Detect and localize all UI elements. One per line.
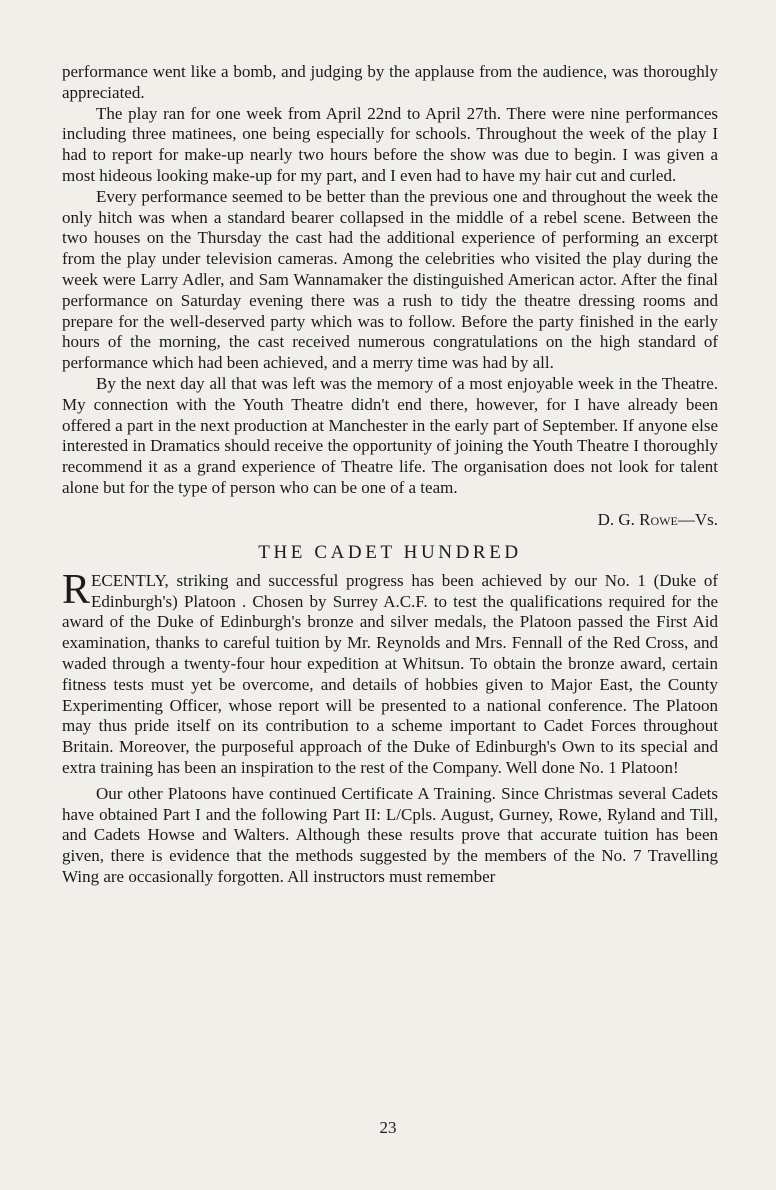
page-number: 23 <box>379 1118 397 1137</box>
article1-paragraph-2: The play ran for one week from April 22nd to April 27th. There were nine performances including three matinees, one being especially for schools. Throughout the week of the play I had to report for make-up nearly two hours before the show was due to begin. I was given a most hideous looking make-up for my part, and I even had to have my hair cut and curled. <box>62 103 718 185</box>
lead-word: ECENTLY, <box>91 570 169 590</box>
article1-paragraph-3: Every performance seemed to be better than the previous one and throughout the week the only hitch was when a standard bearer collapsed in the middle of a rebel scene. Between the two houses on the Thursday the cast had the additional experience of performing an excerpt from the play under television cameras. Among the celebrities who visited the play during the week were Larry Adler, and Sam Wannamaker the distinguished American actor. After the final performance on Saturday evening there was a rush to tidy the theatre dressing rooms and prepare for the well-deserved party which was to follow. Before the party finished in the early hours of the morning, the cast received numerous congratulations on the high standard of performance which had been achieved, and a merry time was had by all. <box>62 186 718 373</box>
article2-paragraph-1 <box>62 566 718 779</box>
drop-cap: R <box>62 566 91 613</box>
article1-paragraph-4: By the next day all that was left was the memory of a most enjoyable week in the Theatre. My connection with the Youth Theatre didn't end there, however, for I have already been offered a part in the next production at Manchester in the early part of September. If anyone else interested in Dramatics should receive the opportunity of joining the Youth Theatre I thoroughly recommend it as a grand experience of Theatre life. The organisation does not look for talent alone but for the type of person who can be one of a team. <box>62 373 718 497</box>
article1-signature <box>62 509 718 531</box>
signature-initials: D. G. <box>597 509 635 529</box>
signature-surname: Rowe <box>639 509 678 529</box>
signature-house: —Vs. <box>677 509 718 529</box>
article1-paragraph-1: performance went like a bomb, and judging by the applause from the audience, was thoroughly appreciated. <box>62 62 718 102</box>
article2-paragraph-1-text: striking and successful progress has been achieved by our No. 1 (Duke of Edinburgh's) Platoon . Chosen by Surrey A.C.F. to test the qualifications required for the award of the Duke of Edinburgh's bronze and silver medals, the Platoon passed the First Aid examination, thanks to careful tuition by Mr. Reynolds and Mrs. Fennall of the Red Cross, and waded through a twenty-four hour expedition at Whitsun. To obtain the bronze award, certain fitness tests must yet be overcome, and details of hobbies given to Major East, the County Experimenting Officer, whose report will be presented to a national conference. The Platoon may thus pride itself on its contribution to a scheme important to Cadet Forces throughout Britain. Moreover, the purposeful approach of the Duke of Edinburgh's Own to its special and extra training has been an inspiration to the rest of the Company. Well done No. 1 Platoon! <box>62 570 718 777</box>
text-column <box>62 62 718 888</box>
article2-paragraph-2: Our other Platoons have continued Certificate A Training. Since Christmas several Cadets have obtained Part I and the following Part II: L/Cpls. August, Gurney, Rowe, Ryland and Till, and Cadets Howse and Walters. Although these results prove that accurate tuition has been given, there is evidence that the methods suggested by the members of the No. 7 Travelling Wing are occasionally forgotten. All instructors must remember <box>62 783 718 886</box>
article2-heading: THE CADET HUNDRED <box>258 541 522 563</box>
